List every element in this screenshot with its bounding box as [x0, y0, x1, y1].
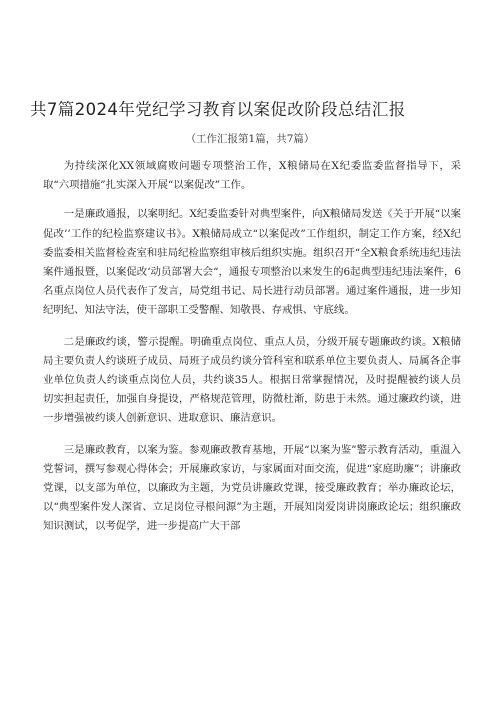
paragraph-2: 二是廉政约谈，警示提醒。明确重点岗位、重点人员，分级开展专题廉政约谈。X粮储局主要负责人约谈班子成员、局班子成员约谈分管科室和联系单位主要负责人、局属各企事业单位负责人约谈重点岗位人员，共约谈35人。根据日常掌握情况，及时提醒被约谈人员切实担起责任，加强自身提设，严格规范管理，防微杜渐，防患于未然。通过廉政约谈，进一步增强被约谈人创新意识、进取意识、廉洁意识。: [43, 335, 461, 425]
document-title: 共7篇2024年党纪学习教育以案促改阶段总结汇报: [30, 100, 406, 119]
paragraph-intro: 为持续深化XX领域腐败问题专项整治工作，X粮储局在X纪委监委监督指导下，采取“六项措施”扎实深入开展“以案促改”工作。: [43, 160, 461, 192]
document-subtitle: （工作汇报第1篇，共7篇）: [185, 133, 315, 145]
paragraph-1: 一是廉政通报，以案明纪。X纪委监委针对典型案件，向X粮储局发送《关于开展“以案促改’’工作的纪检监察建议书》。X粮储局成立“以案促改”工作组织，制定工作方案，经X纪委监委相关监督检查室和驻局纪检监察组审核后组织实施。组织召开“全X粮食系统违纪违法案件通报暨，以案促改‘动员部署大会“，通报专项整治以来发生的6起典型违纪违法案件，6名重点岗位人员代表作了发言，局党组书记、局长进行动员部署。通过案件通报，进一步知纪明纪、知法守法，使干部职工受警醒、知敬畏、存戒惧、守底线。: [43, 208, 461, 317]
document-body: [43, 157, 461, 549]
paragraph-3: 三是廉政教育，以案为鉴。参观廉政教育基地，开展“以案为鉴”警示教育活动，重温入党誓词，撰写参观心得体会；开展廉政家访，与家属面对面交流，促进“家庭助廉”；讲廉政党课，以支部为单位，以廉政为主题，为党员讲廉政党课，接受廉政教育；举办廉政论坛，以“典型案件发人深省、立足岗位寻根问源”为主题，开展知岗爱岗讲岗廉政论坛；组织廉政知识测试，以考促学，进一步提高广大干部: [43, 443, 461, 533]
